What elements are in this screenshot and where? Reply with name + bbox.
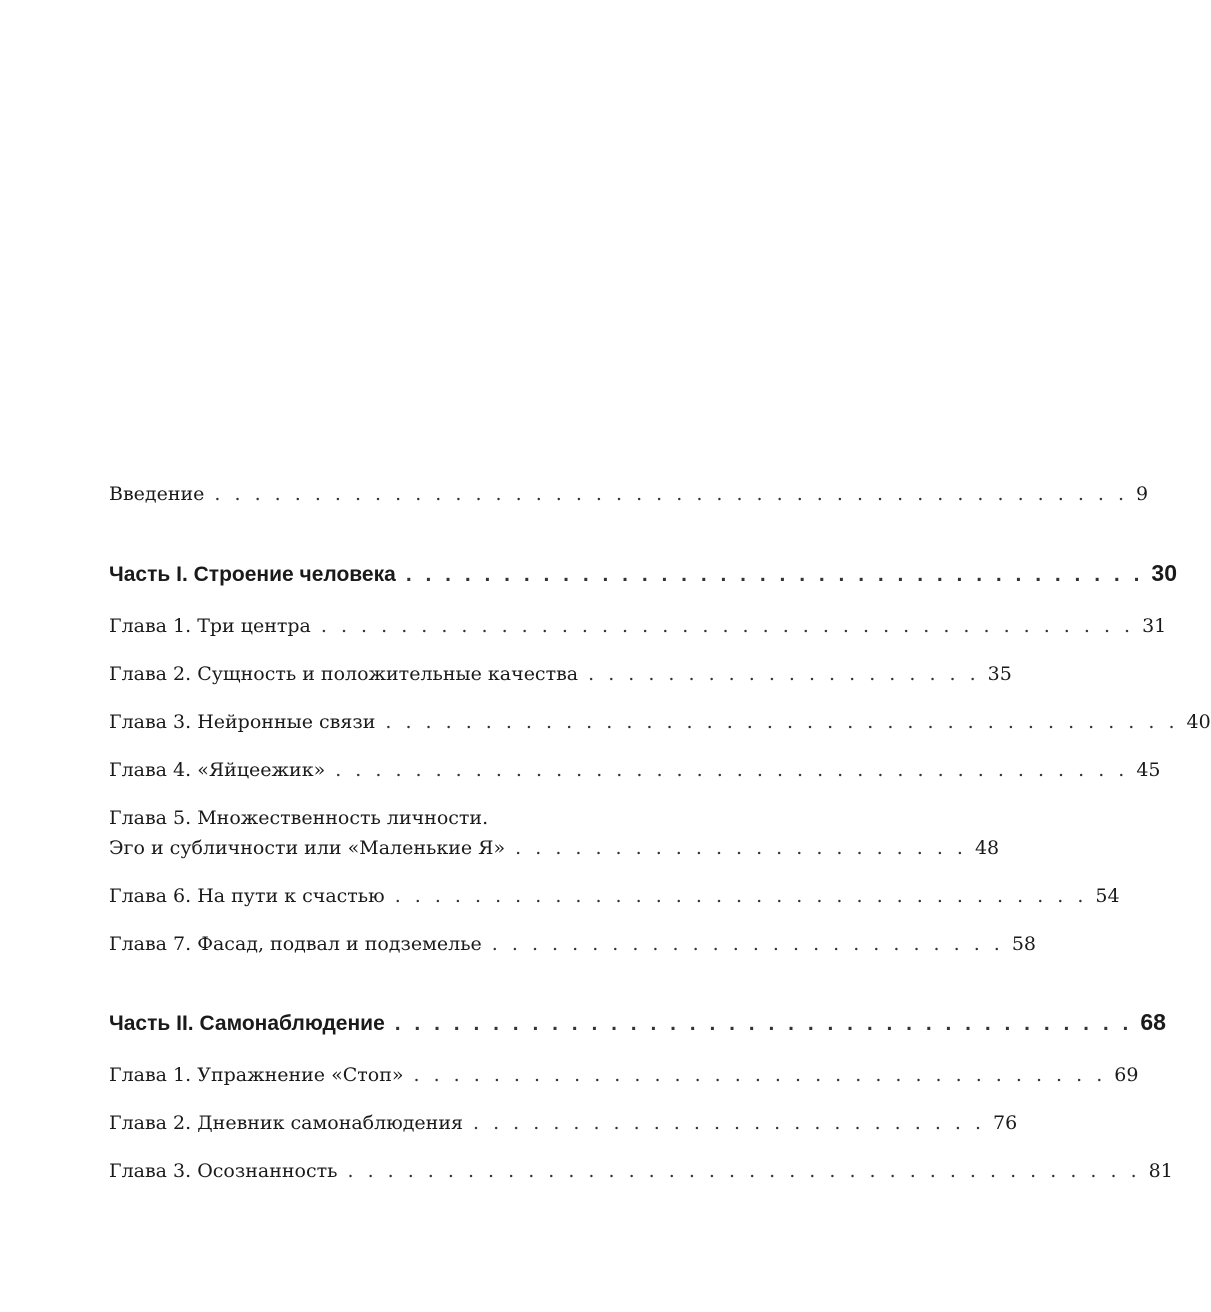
dot-leader: . . . . . . . . . . . . . . . . . . . .: [588, 663, 980, 685]
toc-entry-chapter[interactable]: [109, 710, 1211, 734]
part-title: Часть II. Самонаблюдение: [109, 1012, 385, 1035]
toc-entry-page: 9: [1136, 483, 1149, 505]
dot-leader: . . . . . . . . . . . . . . . . . . . . . . . . . . . . . . . . . . .: [394, 885, 1088, 907]
toc-entry-page: 48: [974, 837, 1000, 859]
toc-entry-title: Глава 3. Осознанность: [109, 1160, 338, 1182]
toc-entry-title-line1: Глава 5. Множественность личности.: [109, 807, 489, 829]
toc-entry-title: Глава 2. Сущность и положительные качества: [109, 663, 579, 685]
toc-entry-title: Эго и субличности или «Маленькие Я»: [109, 837, 506, 859]
dot-leader: . . . . . . . . . . . . . . . . . . . . . . . . . . . . . . . . . . .: [413, 1064, 1107, 1086]
toc-entry-title: Глава 1. Упражнение «Стоп»: [109, 1064, 404, 1086]
toc-entry-page: 69: [1114, 1064, 1139, 1086]
toc-entry-page: 35: [987, 663, 1012, 685]
toc-entry-title: Глава 6. На пути к счастью: [109, 885, 385, 907]
toc-entry-chapter[interactable]: [109, 758, 1161, 782]
toc-entry-title: Введение: [109, 483, 205, 505]
toc-entry-chapter[interactable]: [109, 1159, 1173, 1183]
dot-leader: . . . . . . . . . . . . . . . . . . . . . . . . . . . . . . . . . . . . . .: [405, 563, 1144, 586]
toc-entry-chapter[interactable]: [109, 836, 1000, 860]
dot-leader: . . . . . . . . . . . . . . . . . . . . . . . . . . . . . . . . . . . . . .: [394, 1012, 1133, 1035]
toc-entry-chapter[interactable]: [109, 1111, 1018, 1135]
dot-leader: . . . . . . . . . . . . . . . . . . . . . . . . . . . . . . . . . . . . . . . . . . . . . .: [214, 483, 1129, 505]
toc-entry-page: 40: [1186, 711, 1211, 733]
part-title: Часть I. Строение человека: [109, 563, 396, 586]
toc-entry-chapter[interactable]: [109, 614, 1167, 638]
toc-entry-page: 31: [1142, 615, 1167, 637]
dot-leader: . . . . . . . . . . . . . . . . . . . . . . . . . . . . . . . . . . . . . . . . .: [320, 615, 1135, 637]
toc-part-2[interactable]: [109, 1009, 1166, 1036]
toc-entry-title: Глава 7. Фасад, подвал и подземелье: [109, 933, 482, 955]
part-page: 30: [1151, 560, 1177, 586]
dot-leader: . . . . . . . . . . . . . . . . . . . . . . .: [515, 837, 967, 859]
dot-leader: . . . . . . . . . . . . . . . . . . . . . . . . . . . . . . . . . . . . . . . .: [335, 759, 1129, 781]
dot-leader: . . . . . . . . . . . . . . . . . . . . . . . . . . . . . . . . . . . . . . . .: [385, 711, 1179, 733]
toc-entry-title: Глава 1. Три центра: [109, 615, 311, 637]
toc-entry-title: Глава 2. Дневник самонаблюдения: [109, 1112, 463, 1134]
toc-entry-title: Глава 3. Нейронные связи: [109, 711, 376, 733]
toc-entry-page: 81: [1148, 1160, 1173, 1182]
part-page: 68: [1140, 1009, 1166, 1035]
toc-entry-page: 54: [1095, 885, 1120, 907]
toc-entry-intro[interactable]: [109, 482, 1149, 506]
toc-entry-chapter[interactable]: [109, 932, 1037, 956]
toc-part-1[interactable]: [109, 560, 1177, 587]
toc-entry-page: 58: [1011, 933, 1037, 955]
toc-entry-chapter[interactable]: [109, 1063, 1139, 1087]
toc-entry-page: 76: [993, 1112, 1018, 1134]
toc-entry-title: Глава 4. «Яйцеежик»: [109, 759, 326, 781]
dot-leader: . . . . . . . . . . . . . . . . . . . . . . . . . . . . . . . . . . . . . . . .: [347, 1160, 1141, 1182]
dot-leader: . . . . . . . . . . . . . . . . . . . . . . . . . .: [473, 1112, 986, 1134]
toc-entry-chapter[interactable]: [109, 662, 1012, 686]
dot-leader: . . . . . . . . . . . . . . . . . . . . . . . . . .: [491, 933, 1004, 955]
toc-entry-page: 45: [1136, 759, 1161, 781]
toc-entry-chapter[interactable]: [109, 884, 1120, 908]
